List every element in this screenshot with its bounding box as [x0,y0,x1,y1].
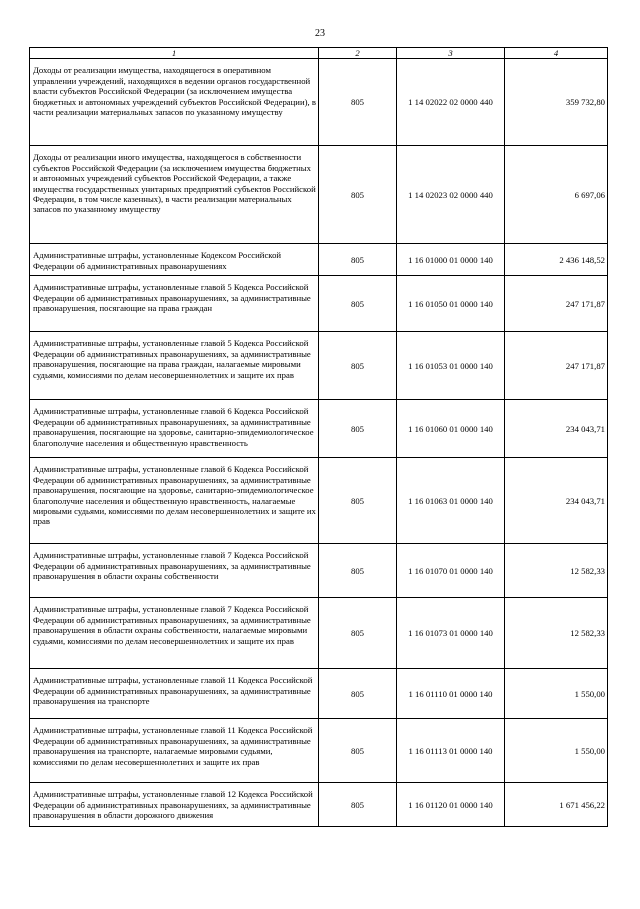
row-budget-code: 1 16 01053 01 0000 140 [397,332,505,400]
row-description: Административные штрафы, установленные главой 12 Кодекса Российской Федерации об административных правонарушениях, за административные правонарушения в области дорожного движения [30,783,319,827]
row-description: Административные штрафы, установленные главой 11 Кодекса Российской Федерации об административных правонарушениях, за административные правонарушения на транспорте, налагаемые мировыми судьями, комиссиями по делам несовершеннолетних и защите их прав [30,719,319,783]
row-amount: 1 550,00 [505,719,608,783]
row-amount: 12 582,33 [505,598,608,669]
row-admin-code: 805 [319,276,397,332]
row-description: Административные штрафы, установленные главой 5 Кодекса Российской Федерации об административных правонарушениях, за административные правонарушения, посягающие на права граждан, налагаемые мировыми судьями, комиссиями по делам несовершеннолетних и защите их прав [30,332,319,400]
row-description: Доходы от реализации иного имущества, находящегося в собственности субъектов Российской Федерации (за исключением имущества бюджетных и автономных учреждений субъектов Российской Федерации, а также имущества государственных унитарных предприятий субъектов Российской Федерации, в том числе казенных), в части реализации материальных запасов по указанному имуществу [30,146,319,244]
column-header-code: 3 [397,48,505,59]
column-header-admin: 2 [319,48,397,59]
row-admin-code: 805 [319,59,397,146]
table-row [30,332,608,400]
row-admin-code: 805 [319,400,397,458]
row-admin-code: 805 [319,146,397,244]
row-budget-code: 1 16 01070 01 0000 140 [397,544,505,598]
row-admin-code: 805 [319,783,397,827]
row-budget-code: 1 16 01063 01 0000 140 [397,458,505,544]
row-budget-code: 1 16 01000 01 0000 140 [397,244,505,276]
row-amount: 1 671 456,22 [505,783,608,827]
column-header-description: 1 [30,48,319,59]
row-description: Административные штрафы, установленные главой 6 Кодекса Российской Федерации об административных правонарушениях, за административные правонарушения, посягающие на здоровье, санитарно-эпидемиологическое благополучие населения и общественную нравственность, налагаемые мировыми судьями, комиссиями по делам несовершеннолетних и защите их прав [30,458,319,544]
row-amount: 2 436 148,52 [505,244,608,276]
header-row [30,48,608,59]
row-amount: 247 171,87 [505,276,608,332]
row-budget-code: 1 14 02022 02 0000 440 [397,59,505,146]
table-row [30,669,608,719]
row-amount: 234 043,71 [505,458,608,544]
table-row [30,719,608,783]
table-row [30,783,608,827]
row-amount: 6 697,06 [505,146,608,244]
row-admin-code: 805 [319,458,397,544]
revenue-table [29,47,608,827]
row-amount: 247 171,87 [505,332,608,400]
table-row [30,400,608,458]
table-row [30,59,608,146]
row-admin-code: 805 [319,598,397,669]
table-row [30,544,608,598]
row-admin-code: 805 [319,719,397,783]
row-budget-code: 1 16 01113 01 0000 140 [397,719,505,783]
row-description: Административные штрафы, установленные главой 5 Кодекса Российской Федерации об административных правонарушениях, за административные правонарушения, посягающие на права граждан [30,276,319,332]
row-budget-code: 1 16 01120 01 0000 140 [397,783,505,827]
table-row [30,598,608,669]
row-description: Доходы от реализации имущества, находящегося в оперативном управлении учреждений, находящихся в ведении органов государственной власти субъектов Российской Федерации (за исключением имущества бюджетных и автономных учреждений субъектов Российской Федерации), в части реализации материальных запасов по указанному имуществу [30,59,319,146]
row-admin-code: 805 [319,332,397,400]
row-description: Административные штрафы, установленные главой 7 Кодекса Российской Федерации об административных правонарушениях, за административные правонарушения в области охраны собственности, налагаемые мировыми судьями, комиссиями по делам несовершеннолетних и защите их прав [30,598,319,669]
table-row [30,146,608,244]
page-number: 23 [315,28,325,39]
row-description: Административные штрафы, установленные главой 11 Кодекса Российской Федерации об административных правонарушениях, за административные правонарушения на транспорте [30,669,319,719]
row-amount: 359 732,80 [505,59,608,146]
table-row [30,276,608,332]
row-budget-code: 1 14 02023 02 0000 440 [397,146,505,244]
row-admin-code: 805 [319,669,397,719]
row-admin-code: 805 [319,244,397,276]
row-amount: 234 043,71 [505,400,608,458]
row-budget-code: 1 16 01060 01 0000 140 [397,400,505,458]
row-description: Административные штрафы, установленные Кодексом Российской Федерации об административных правонарушениях [30,244,319,276]
row-admin-code: 805 [319,544,397,598]
table-row [30,458,608,544]
row-budget-code: 1 16 01050 01 0000 140 [397,276,505,332]
row-description: Административные штрафы, установленные главой 6 Кодекса Российской Федерации об административных правонарушениях, за административные правонарушения, посягающие на здоровье, санитарно-эпидемиологическое благополучие населения и общественную нравственность [30,400,319,458]
row-budget-code: 1 16 01073 01 0000 140 [397,598,505,669]
column-header-amount: 4 [505,48,608,59]
row-budget-code: 1 16 01110 01 0000 140 [397,669,505,719]
table-row [30,244,608,276]
row-amount: 1 550,00 [505,669,608,719]
row-amount: 12 582,33 [505,544,608,598]
row-description: Административные штрафы, установленные главой 7 Кодекса Российской Федерации об административных правонарушениях, за административные правонарушения в области охраны собственности [30,544,319,598]
